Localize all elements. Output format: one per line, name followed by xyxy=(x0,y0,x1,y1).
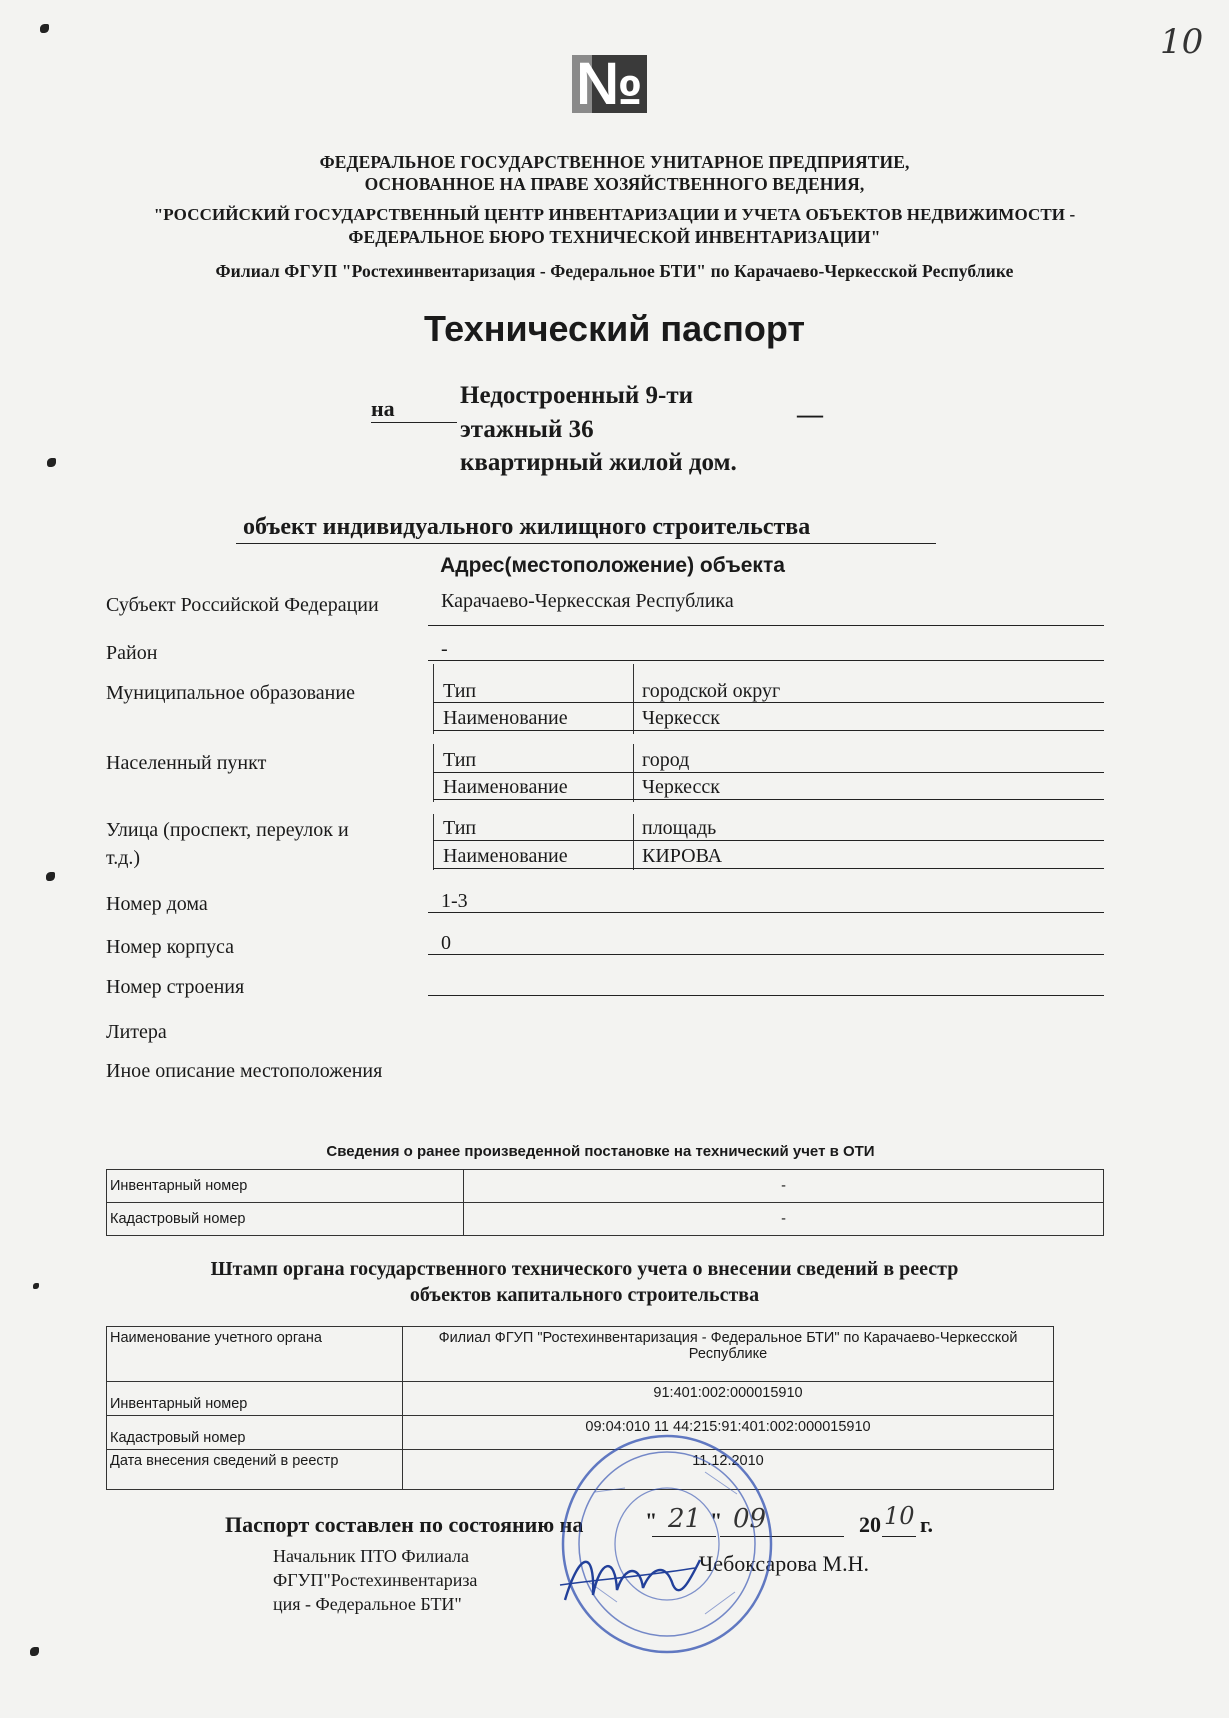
street-type-label: Тип xyxy=(443,817,477,839)
prior-cadastral-value: - xyxy=(464,1203,1104,1236)
street-label-line-2: т.д.) xyxy=(106,847,141,869)
municipal-name-value: Черкесск xyxy=(642,707,720,729)
object-dash: — xyxy=(797,400,823,429)
signer-name: Чебоксарова М.Н. xyxy=(699,1551,870,1576)
page-number: 10 xyxy=(1160,22,1204,62)
prior-inventory-value: - xyxy=(464,1170,1104,1203)
table-row xyxy=(107,1382,1054,1416)
prior-cadastral-label: Кадастровый номер xyxy=(107,1203,464,1236)
object-name-line-2: этажный 36 xyxy=(460,416,594,443)
municipal-type-label: Тип xyxy=(443,680,477,702)
litera-label: Литера xyxy=(106,1021,167,1043)
table-row xyxy=(107,1203,1104,1236)
municipal-label: Муниципальное образование xyxy=(106,682,355,704)
house-value: 1-3 xyxy=(441,890,468,912)
table-row xyxy=(107,1170,1104,1203)
prior-registration-table xyxy=(106,1169,1104,1236)
passport-day: 21 xyxy=(668,1504,702,1534)
municipal-type-value: городской округ xyxy=(642,680,781,702)
prior-registration-heading: Сведения о ранее произведенной постановке на технический учет в ОТИ xyxy=(326,1143,875,1160)
signature xyxy=(555,1540,705,1620)
object-type: объект индивидуального жилищного строительства xyxy=(243,514,811,540)
header-line-4: ФЕДЕРАЛЬНОЕ БЮРО ТЕХНИЧЕСКОЙ ИНВЕНТАРИЗАЦИИ" xyxy=(348,227,881,247)
municipal-name-label: Наименование xyxy=(443,707,568,729)
registry-date-value: 11.12.2010 xyxy=(403,1450,1054,1490)
hole-punch-mark xyxy=(40,24,49,33)
object-prefix: на xyxy=(371,396,395,421)
hole-punch-mark xyxy=(33,1283,39,1289)
object-name-line-3: квартирный жилой дом. xyxy=(460,449,737,476)
settlement-name-value: Черкесск xyxy=(642,776,720,798)
building-label: Номер строения xyxy=(106,976,245,998)
position-line-3: ция - Федеральное БТИ" xyxy=(273,1594,462,1614)
branch-name: Филиал ФГУП "Ростехинвентаризация - Федеральное БТИ" по Карачаево-Черкесской Республике xyxy=(215,261,1014,281)
hole-punch-mark xyxy=(47,458,56,467)
passport-year-suffix: 10 xyxy=(884,1502,915,1530)
hole-punch-mark xyxy=(46,872,55,881)
header-line-2: ОСНОВАННОЕ НА ПРАВЕ ХОЗЯЙСТВЕННОГО ВЕДЕНИЯ, xyxy=(364,174,865,194)
subject-value: Карачаево-Черкесская Республика xyxy=(441,590,734,612)
registry-organ-value: Филиал ФГУП "Ростехинвентаризация - Федеральное БТИ" по Карачаево-Черкесской Республике xyxy=(403,1327,1054,1382)
position-line-1: Начальник ПТО Филиала xyxy=(273,1546,470,1566)
address-heading: Адрес(местоположение) объекта xyxy=(440,554,785,577)
registry-inventory-label: Инвентарный номер xyxy=(107,1382,403,1416)
registry-cadastral-value: 09:04:010 11 44:215:91:401:002:000015910 xyxy=(403,1416,1054,1450)
passport-month: 09 xyxy=(733,1504,767,1534)
street-name-label: Наименование xyxy=(443,845,568,867)
passport-state-text: Паспорт составлен по состоянию на xyxy=(225,1512,584,1537)
subject-label: Субъект Российской Федерации xyxy=(106,594,379,616)
corpus-value: 0 xyxy=(441,932,451,954)
settlement-type-value: город xyxy=(642,749,690,771)
registry-date-label: Дата внесения сведений в реестр xyxy=(107,1450,403,1490)
passport-year-prefix: 20 xyxy=(859,1512,881,1537)
prior-inventory-label: Инвентарный номер xyxy=(107,1170,464,1203)
registry-inventory-value: 91:401:002:000015910 xyxy=(403,1382,1054,1416)
other-location-label: Иное описание местоположения xyxy=(106,1060,383,1082)
numero-logo: № xyxy=(572,55,647,113)
street-type-value: площадь xyxy=(642,817,717,839)
street-name-value: КИРОВА xyxy=(642,845,723,867)
district-value: - xyxy=(441,638,448,660)
passport-year-unit: г. xyxy=(920,1512,934,1537)
header-line-3: "РОССИЙСКИЙ ГОСУДАРСТВЕННЫЙ ЦЕНТР ИНВЕНТАРИЗАЦИИ И УЧЕТА ОБЪЕКТОВ НЕДВИЖИМОСТИ - xyxy=(153,205,1076,224)
position-line-2: ФГУП"Ростехинвентариза xyxy=(273,1570,478,1590)
stamp-heading-line-2: объектов капитального строительства xyxy=(409,1284,760,1306)
street-label-line-1: Улица (проспект, переулок и xyxy=(106,819,349,841)
object-name-line-1: Недостроенный 9-ти xyxy=(460,382,694,409)
settlement-label: Населенный пункт xyxy=(106,752,267,774)
corpus-label: Номер корпуса xyxy=(106,936,234,958)
document-title: Технический паспорт xyxy=(423,308,806,349)
settlement-type-label: Тип xyxy=(443,749,477,771)
table-row xyxy=(107,1327,1054,1382)
header-line-1: ФЕДЕРАЛЬНОЕ ГОСУДАРСТВЕННОЕ УНИТАРНОЕ ПРЕДПРИЯТИЕ, xyxy=(319,152,910,172)
settlement-name-label: Наименование xyxy=(443,776,568,798)
registry-organ-label: Наименование учетного органа xyxy=(107,1327,403,1382)
stamp-heading-line-1: Штамп органа государственного технического учета о внесении сведений в реестр xyxy=(210,1258,959,1280)
house-label: Номер дома xyxy=(106,893,208,915)
district-label: Район xyxy=(106,642,158,664)
registry-cadastral-label: Кадастровый номер xyxy=(107,1416,403,1450)
hole-punch-mark xyxy=(30,1647,39,1656)
